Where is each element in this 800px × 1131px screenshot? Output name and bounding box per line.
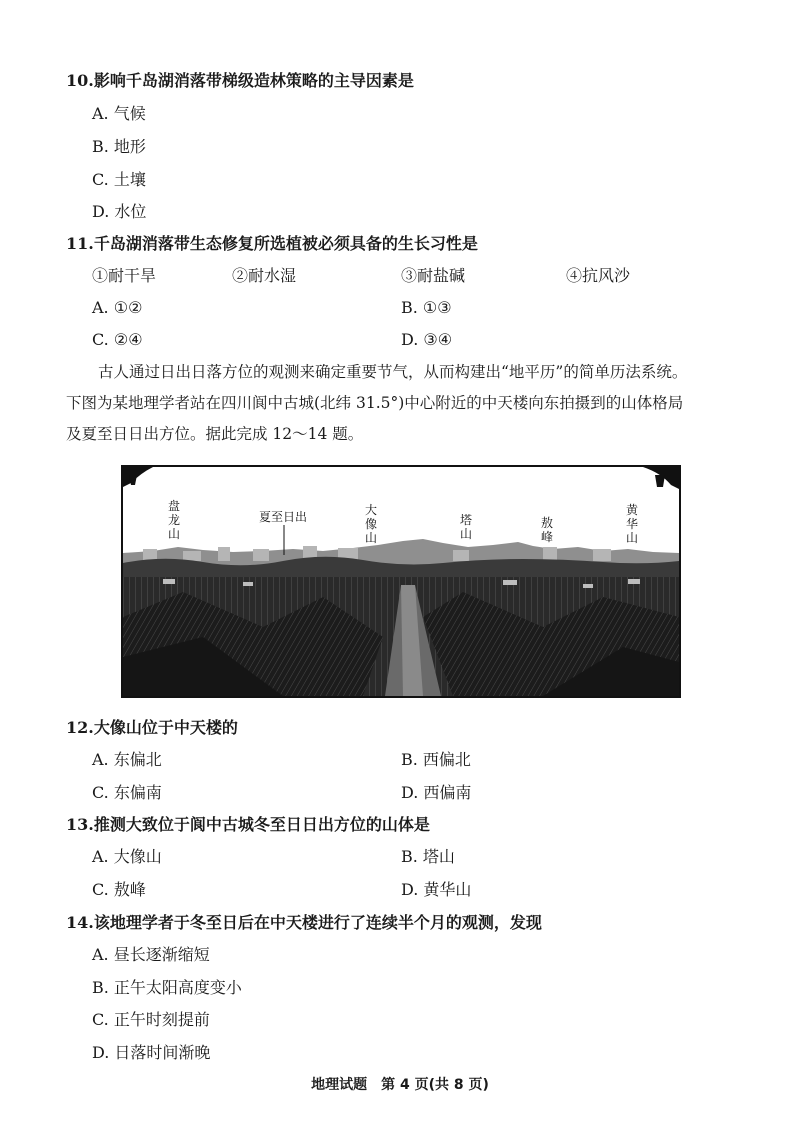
q11-option-d: D. ③④ bbox=[401, 330, 453, 349]
q11-option-b: B. ①③ bbox=[401, 298, 452, 317]
panorama-photo bbox=[123, 467, 679, 696]
q13-option-c: C. 敖峰 bbox=[92, 880, 146, 899]
q11-item-4: ④抗风沙 bbox=[566, 266, 631, 285]
q12-option-b: B. 西偏北 bbox=[401, 750, 471, 769]
q10-option-a: A. 气候 bbox=[92, 104, 146, 123]
q10-option-c: C. 土壤 bbox=[92, 170, 146, 189]
q12-option-a: A. 东偏北 bbox=[92, 750, 162, 769]
q12-option-c: C. 东偏南 bbox=[92, 783, 162, 802]
label-tashan-mountain: 塔山 bbox=[459, 513, 472, 541]
q10-stem: 10.影响千岛湖消落带梯级造林策略的主导因素是 bbox=[66, 71, 414, 90]
q11-option-c: C. ②④ bbox=[92, 330, 143, 349]
passage-line-1: 古人通过日出日落方位的观测来确定重要节气，从而构建出“地平历”的简单历法系统。 bbox=[98, 363, 688, 381]
q11-item-2: ②耐水湿 bbox=[232, 266, 297, 285]
page-footer: 地理试题 第 4 页(共 8 页) bbox=[311, 1077, 489, 1093]
passage-line-3: 及夏至日日出方位。据此完成 12～14 题。 bbox=[66, 425, 364, 443]
label-summer-solstice-sunrise: 夏至日出 bbox=[259, 510, 308, 524]
q13-option-d: D. 黄华山 bbox=[401, 880, 472, 899]
label-aofeng-mountain: 敖峰 bbox=[540, 516, 553, 544]
q14-stem: 14.该地理学者于冬至日后在中天楼进行了连续半个月的观测，发现 bbox=[66, 913, 542, 932]
q12-stem: 12.大像山位于中天楼的 bbox=[66, 718, 238, 737]
q11-item-1: ①耐干旱 bbox=[92, 266, 157, 285]
q11-stem: 11.千岛湖消落带生态修复所选植被必须具备的生长习性是 bbox=[66, 234, 478, 253]
q12-option-d: D. 西偏南 bbox=[401, 783, 472, 802]
label-panlong-mountain: 盘龙山 bbox=[167, 499, 180, 541]
q14-option-c: C. 正午时刻提前 bbox=[92, 1010, 210, 1029]
q13-option-a: A. 大像山 bbox=[92, 847, 162, 866]
q14-option-b: B. 正午太阳高度变小 bbox=[92, 978, 242, 997]
label-daxiang-mountain: 大像山 bbox=[364, 503, 377, 545]
q11-item-3: ③耐盐碱 bbox=[401, 266, 466, 285]
q13-stem: 13.推测大致位于阆中古城冬至日日出方位的山体是 bbox=[66, 815, 430, 834]
q10-option-d: D. 水位 bbox=[92, 202, 147, 221]
q13-option-b: B. 塔山 bbox=[401, 847, 455, 866]
label-huanghua-mountain: 黄华山 bbox=[625, 503, 638, 545]
q11-option-a: A. ①② bbox=[92, 298, 143, 317]
passage bbox=[66, 357, 756, 450]
q14-option-d: D. 日落时间渐晚 bbox=[92, 1043, 211, 1062]
passage-line-2: 下图为某地理学者站在四川阆中古城(北纬 31.5°)中心附近的中天楼向东拍摄到的山体格局 bbox=[66, 394, 684, 412]
q14-option-a: A. 昼长逐渐缩短 bbox=[92, 945, 210, 964]
q10-option-b: B. 地形 bbox=[92, 137, 146, 156]
panorama-figure bbox=[121, 465, 681, 698]
